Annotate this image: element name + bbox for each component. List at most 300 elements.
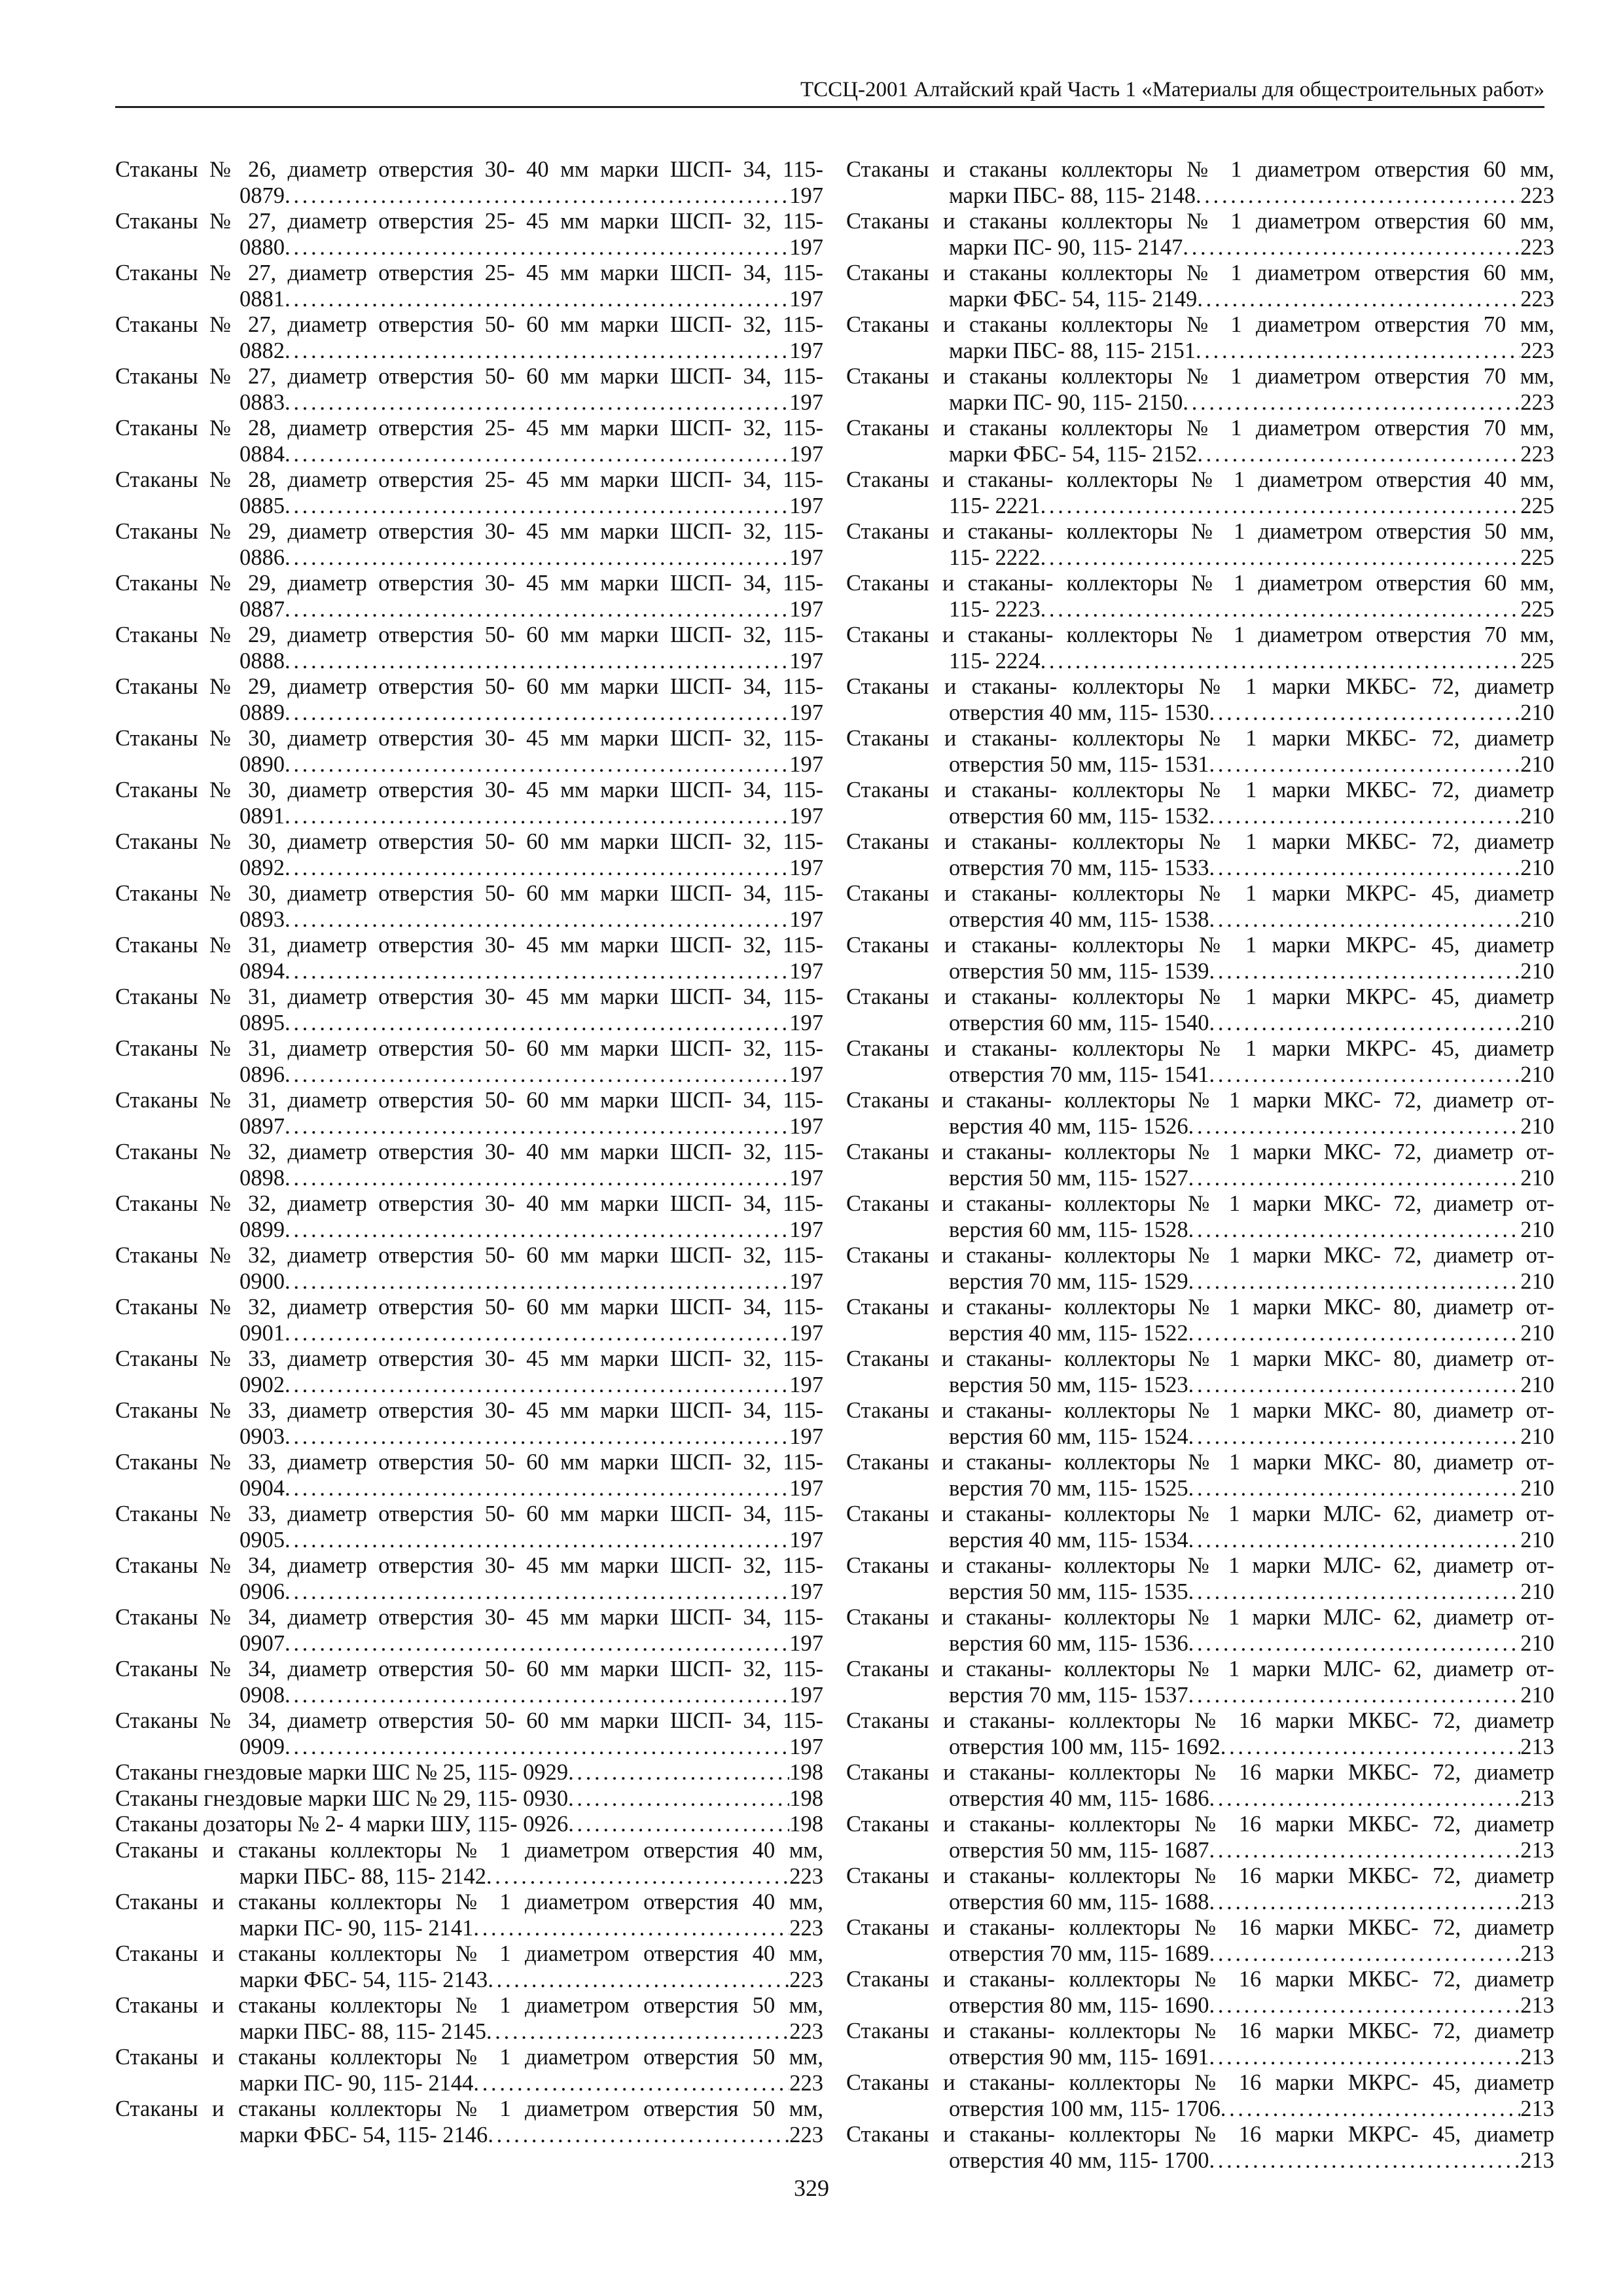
entry-first-line: Стаканы и стаканы- коллекторы № 1 диаметром отверстия 60 мм, [846, 571, 1554, 596]
index-entry [115, 1941, 823, 1993]
entry-first-line: Стаканы и стаканы коллекторы № 1 диаметром отверстия 70 мм, [846, 416, 1554, 440]
entry-page-ref: 223 [789, 1863, 823, 1889]
entry-first-line: Стаканы № 27, диаметр отверстия 50- 60 мм марки ШСП- 32, 115- [115, 312, 823, 337]
dot-leader [1188, 1372, 1521, 1398]
entry-second-line: верстия 50 мм, 115- 1527 [949, 1166, 1188, 1191]
dot-leader [1209, 1837, 1521, 1863]
entry-page-ref: 225 [1520, 597, 1554, 622]
entry-first-line: Стаканы и стаканы- коллекторы № 1 марки МКС- 72, диаметр от- [846, 1139, 1554, 1164]
dot-leader [285, 234, 789, 260]
dot-leader [1196, 338, 1520, 364]
index-entry [115, 2045, 823, 2096]
entry-first-line: Стаканы и стаканы коллекторы № 1 диаметром отверстия 50 мм, [115, 2096, 823, 2121]
dot-leader [285, 1113, 789, 1139]
running-header: ТССЦ-2001 Алтайский край Часть 1 «Материалы для общестроительных работ» [115, 73, 1544, 108]
index-entry [846, 519, 1554, 571]
index-entry [115, 1295, 823, 1346]
entry-second-line: верстия 40 мм, 115- 1534 [949, 1528, 1188, 1552]
entry-first-line: Стаканы № 34, диаметр отверстия 30- 45 мм марки ШСП- 34, 115- [115, 1605, 823, 1630]
entry-second-line: 115- 2224 [949, 649, 1041, 673]
index-entry [846, 416, 1554, 467]
entry-first-line: Стаканы и стаканы- коллекторы № 1 марки МКРС- 45, диаметр [846, 881, 1554, 906]
dot-leader [1188, 1630, 1521, 1657]
dot-leader [1041, 545, 1521, 571]
index-column-right [846, 157, 1554, 2174]
dot-leader [1188, 1113, 1521, 1139]
index-entry [846, 1088, 1554, 1139]
entry-first-line: Стаканы № 27, диаметр отверстия 25- 45 мм марки ШСП- 32, 115- [115, 209, 823, 234]
index-entry [115, 2096, 823, 2148]
entry-second-line: марки ПБС- 88, 115- 2145 [240, 2018, 486, 2044]
entry-second-line: 0903 [240, 1424, 285, 1449]
entry-first-line: Стаканы № 27, диаметр отверстия 25- 45 мм марки ШСП- 34, 115- [115, 260, 823, 285]
index-entry [115, 1501, 823, 1553]
entry-first-line: Стаканы № 32, диаметр отверстия 30- 40 мм марки ШСП- 34, 115- [115, 1191, 823, 1216]
entry-page-ref: 210 [1520, 1217, 1554, 1242]
entry-page-ref: 198 [789, 1760, 823, 1785]
index-entry [846, 1036, 1554, 1088]
index-entry [115, 881, 823, 933]
dot-leader [285, 183, 789, 209]
entry-first-line: Стаканы № 30, диаметр отверстия 50- 60 мм марки ШСП- 32, 115- [115, 829, 823, 854]
entry-page-ref: 197 [789, 235, 823, 260]
entry-second-line: 0893 [240, 907, 285, 932]
dot-leader [285, 1734, 789, 1760]
entry-page-ref: 223 [789, 1915, 823, 1941]
dot-leader [1183, 389, 1520, 416]
index-entry [115, 1786, 823, 1812]
entry-first-line: Стаканы и стаканы- коллекторы № 1 марки МЛС- 62, диаметр от- [846, 1553, 1554, 1578]
entry-page-ref: 197 [789, 338, 823, 363]
entry-page-ref: 197 [789, 1734, 823, 1759]
dot-leader [1041, 493, 1521, 519]
entry-second-line: марки ПС- 90, 115- 2144 [240, 2070, 474, 2096]
entry-first-line: Стаканы и стаканы- коллекторы № 1 марки МКС- 80, диаметр от- [846, 1450, 1554, 1475]
index-entry [846, 1915, 1554, 1967]
entry-page-ref: 223 [1520, 338, 1554, 363]
entry-page-ref: 210 [1520, 1011, 1554, 1035]
entry-first-line: Стаканы и стаканы коллекторы № 1 диаметром отверстия 40 мм, [115, 1941, 823, 1966]
index-entry [846, 1863, 1554, 1915]
index-entry [115, 1088, 823, 1139]
entry-page-ref: 197 [789, 442, 823, 467]
entry-second-line: верстия 70 мм, 115- 1537 [949, 1683, 1188, 1708]
entry-second-line: марки ПБС- 88, 115- 2151 [949, 338, 1196, 363]
entry-second-line: верстия 60 мм, 115- 1528 [949, 1217, 1188, 1242]
entry-second-line: отверстия 40 мм, 115- 1700 [949, 2148, 1209, 2173]
dot-leader [1209, 751, 1521, 778]
entry-page-ref: 210 [1520, 752, 1554, 777]
dot-leader [1209, 1062, 1521, 1088]
entry-page-ref: 197 [789, 1011, 823, 1035]
entry-page-ref: 197 [789, 1579, 823, 1604]
dot-leader [568, 1812, 789, 1838]
entry-second-line: 0888 [240, 649, 285, 673]
dot-leader [285, 286, 789, 312]
entry-page-ref: 210 [1520, 1683, 1554, 1708]
dot-leader [1188, 1475, 1521, 1501]
entry-page-ref: 197 [789, 700, 823, 725]
entry-second-line: 0895 [240, 1011, 285, 1035]
entry-second-line: марки ПС- 90, 115- 2147 [949, 235, 1183, 260]
dot-leader [285, 338, 789, 364]
entry-first-line: Стаканы и стаканы- коллекторы № 1 марки МКС- 80, диаметр от- [846, 1295, 1554, 1319]
index-entry [115, 1398, 823, 1450]
entry-second-line: марки ПБС- 88, 115- 2142 [240, 1863, 486, 1889]
entry-second-line: 0885 [240, 493, 285, 518]
entry-first-line: Стаканы и стаканы- коллекторы № 16 марки МКРС- 45, диаметр [846, 2070, 1554, 2095]
dot-leader [568, 1786, 789, 1812]
index-entry [115, 1450, 823, 1501]
entry-first-line: Стаканы и стаканы коллекторы № 1 диаметром отверстия 70 мм, [846, 364, 1554, 389]
dot-leader [1197, 286, 1520, 312]
entry-page-ref: 223 [789, 2122, 823, 2147]
entry-second-line: 0900 [240, 1269, 285, 1294]
entry-page-ref: 223 [789, 2070, 823, 2096]
entry-page-ref: 210 [1520, 1372, 1554, 1397]
dot-leader [1209, 1992, 1521, 2018]
entry-page-ref: 197 [789, 183, 823, 208]
entry-first-line: Стаканы и стаканы- коллекторы № 16 марки МКБС- 72, диаметр [846, 1967, 1554, 1992]
entry-first-line: Стаканы № 29, диаметр отверстия 30- 45 мм марки ШСП- 32, 115- [115, 519, 823, 544]
dot-leader [285, 803, 789, 829]
entry-second-line: верстия 50 мм, 115- 1523 [949, 1372, 1188, 1397]
index-entry [846, 829, 1554, 881]
entry-first-line: Стаканы № 30, диаметр отверстия 30- 45 мм марки ШСП- 32, 115- [115, 726, 823, 751]
entry-first-line: Стаканы № 26, диаметр отверстия 30- 40 мм марки ШСП- 34, 115- [115, 157, 823, 182]
dot-leader [285, 545, 789, 571]
entry-page-ref: 210 [1520, 959, 1554, 984]
index-entry [846, 1295, 1554, 1346]
index-entry [846, 1708, 1554, 1760]
entry-first-line: Стаканы и стаканы коллекторы № 1 диаметром отверстия 60 мм, [846, 157, 1554, 182]
index-entry [846, 1191, 1554, 1243]
index-entry [846, 1346, 1554, 1398]
dot-leader [285, 1579, 789, 1605]
dot-leader [1197, 441, 1520, 467]
entry-second-line: 0909 [240, 1734, 285, 1759]
entry-second-line: 0901 [240, 1321, 285, 1346]
entry-first-line: Стаканы и стаканы коллекторы № 1 диаметром отверстия 50 мм, [115, 2044, 823, 2070]
dot-leader [488, 1967, 789, 1993]
index-entry [846, 1139, 1554, 1191]
entry-first-line: Стаканы и стаканы коллекторы № 1 диаметром отверстия 70 мм, [846, 312, 1554, 337]
entry-second-line: верстия 60 мм, 115- 1524 [949, 1424, 1188, 1449]
dot-leader [1209, 700, 1521, 726]
entry-second-line: отверстия 70 мм, 115- 1689 [949, 1941, 1209, 1966]
entry-page-ref: 197 [789, 752, 823, 777]
dot-leader [285, 1268, 789, 1295]
entry-page-ref: 210 [1520, 855, 1554, 880]
entry-second-line: 0879 [240, 183, 285, 208]
entry-first-line: Стаканы № 31, диаметр отверстия 30- 45 мм марки ШСП- 34, 115- [115, 984, 823, 1009]
entry-page-ref: 197 [789, 1424, 823, 1449]
index-entry [115, 1708, 823, 1760]
index-entry [115, 1605, 823, 1657]
entry-first-line: Стаканы № 34, диаметр отверстия 50- 60 мм марки ШСП- 34, 115- [115, 1708, 823, 1733]
index-entry [115, 1657, 823, 1708]
entry-second-line: 0907 [240, 1631, 285, 1656]
dot-leader [568, 1760, 789, 1786]
entry-second-line: 0902 [240, 1372, 285, 1397]
entry-second-line: марки ПБС- 88, 115- 2148 [949, 183, 1196, 208]
entry-page-ref: 197 [789, 390, 823, 415]
entry-second-line: отверстия 100 мм, 115- 1706 [949, 2096, 1221, 2121]
entry-second-line: 0894 [240, 959, 285, 984]
entry-first-line: Стаканы № 30, диаметр отверстия 50- 60 мм марки ШСП- 34, 115- [115, 881, 823, 906]
index-entry [846, 1553, 1554, 1605]
entry-page-ref: 210 [1520, 1631, 1554, 1656]
entry-page-ref: 197 [789, 597, 823, 622]
entry-page-ref: 213 [1520, 1941, 1554, 1966]
entry-page-ref: 210 [1520, 1269, 1554, 1294]
entry-first-line: Стаканы и стаканы- коллекторы № 16 марки МКБС- 72, диаметр [846, 1863, 1554, 1888]
entry-second-line: верстия 70 мм, 115- 1525 [949, 1476, 1188, 1501]
entry-second-line: 0899 [240, 1217, 285, 1242]
entry-page-ref: 197 [789, 287, 823, 312]
entry-page-ref: 213 [1520, 2148, 1554, 2173]
index-entry [115, 157, 823, 209]
index-entry [115, 1346, 823, 1398]
dot-leader [1041, 596, 1521, 622]
entry-second-line: отверстия 50 мм, 115- 1687 [949, 1838, 1209, 1863]
dot-leader [285, 1682, 789, 1708]
index-entry [115, 933, 823, 984]
dot-leader [486, 2018, 789, 2045]
entry-page-ref: 197 [789, 1683, 823, 1708]
entry-first-line: Стаканы и стаканы- коллекторы № 16 марки МКБС- 72, диаметр [846, 2018, 1554, 2043]
entry-first-line: Стаканы и стаканы коллекторы № 1 диаметром отверстия 60 мм, [846, 260, 1554, 285]
entry-second-line: 0891 [240, 804, 285, 829]
entry-first-line: Стаканы и стаканы- коллекторы № 1 марки МКБС- 72, диаметр [846, 674, 1554, 699]
index-entry [846, 933, 1554, 984]
entry-second-line: 0882 [240, 338, 285, 363]
dot-leader [285, 700, 789, 726]
index-entry [846, 260, 1554, 312]
entry-text: Стаканы гнездовые марки ШС № 25, 115- 0929 [115, 1760, 569, 1785]
entry-first-line: Стаканы и стаканы- коллекторы № 1 марки МЛС- 62, диаметр от- [846, 1605, 1554, 1630]
entry-page-ref: 223 [1520, 287, 1554, 312]
entry-first-line: Стаканы и стаканы коллекторы № 1 диаметром отверстия 40 мм, [115, 1837, 823, 1863]
entry-page-ref: 210 [1520, 1476, 1554, 1501]
dot-leader [285, 906, 789, 933]
entry-first-line: Стаканы № 29, диаметр отверстия 30- 45 мм марки ШСП- 34, 115- [115, 571, 823, 596]
entry-first-line: Стаканы и стаканы- коллекторы № 1 марки МКБС- 72, диаметр [846, 726, 1554, 751]
index-entry [115, 416, 823, 467]
dot-leader [285, 1010, 789, 1036]
dot-leader [1188, 1268, 1521, 1295]
entry-second-line: 0904 [240, 1476, 285, 1501]
entry-second-line: верстия 40 мм, 115- 1526 [949, 1114, 1188, 1139]
dot-leader [285, 441, 789, 467]
index-entry [846, 622, 1554, 674]
entry-first-line: Стаканы № 28, диаметр отверстия 25- 45 мм марки ШСП- 32, 115- [115, 416, 823, 440]
entry-second-line: верстия 50 мм, 115- 1535 [949, 1579, 1188, 1604]
entry-first-line: Стаканы и стаканы- коллекторы № 1 диаметром отверстия 50 мм, [846, 519, 1554, 544]
entry-page-ref: 210 [1520, 804, 1554, 829]
entry-page-ref: 223 [789, 2018, 823, 2044]
index-entry [115, 1812, 823, 1838]
dot-leader [1209, 958, 1521, 984]
entry-page-ref: 197 [789, 1476, 823, 1501]
dot-leader [285, 958, 789, 984]
dot-leader [1209, 1010, 1521, 1036]
index-entry [846, 1501, 1554, 1553]
entry-first-line: Стаканы № 33, диаметр отверстия 50- 60 мм марки ШСП- 34, 115- [115, 1501, 823, 1526]
entry-page-ref: 198 [789, 1812, 823, 1837]
entry-second-line: 0887 [240, 597, 285, 622]
index-entry [846, 1812, 1554, 1863]
entry-first-line: Стаканы и стаканы коллекторы № 1 диаметром отверстия 50 мм, [115, 1992, 823, 2018]
entry-first-line: Стаканы и стаканы- коллекторы № 1 марки МКС- 80, диаметр от- [846, 1398, 1554, 1423]
dot-leader [285, 1475, 789, 1501]
entry-first-line: Стаканы и стаканы- коллекторы № 1 марки МКРС- 45, диаметр [846, 933, 1554, 958]
index-entry [115, 674, 823, 726]
entry-page-ref: 197 [789, 907, 823, 932]
index-entry [846, 1967, 1554, 2018]
dot-leader [285, 493, 789, 519]
index-entry [846, 364, 1554, 416]
entry-page-ref: 210 [1520, 1424, 1554, 1449]
dot-leader [486, 1863, 789, 1890]
index-entry [115, 571, 823, 622]
dot-leader [1209, 1889, 1521, 1915]
dot-leader [1209, 855, 1521, 881]
dot-leader [1209, 1785, 1521, 1812]
index-entry [115, 1890, 823, 1941]
dot-leader [285, 648, 789, 674]
entry-second-line: марки ФБС- 54, 115- 2152 [949, 442, 1198, 467]
entry-first-line: Стаканы и стаканы- коллекторы № 16 марки МКБС- 72, диаметр [846, 1760, 1554, 1785]
dot-leader [285, 855, 789, 881]
entry-first-line: Стаканы № 33, диаметр отверстия 30- 45 мм марки ШСП- 34, 115- [115, 1398, 823, 1423]
entry-first-line: Стаканы № 32, диаметр отверстия 30- 40 мм марки ШСП- 32, 115- [115, 1139, 823, 1164]
entry-first-line: Стаканы № 32, диаметр отверстия 50- 60 мм марки ШСП- 34, 115- [115, 1295, 823, 1319]
index-entry [846, 571, 1554, 622]
index-entry [115, 1036, 823, 1088]
entry-page-ref: 223 [1520, 183, 1554, 208]
entry-first-line: Стаканы № 31, диаметр отверстия 50- 60 мм марки ШСП- 32, 115- [115, 1036, 823, 1061]
index-entry [115, 519, 823, 571]
entry-page-ref: 210 [1520, 1114, 1554, 1139]
entry-second-line: отверстия 40 мм, 115- 1530 [949, 700, 1209, 725]
dot-leader [285, 1372, 789, 1398]
entry-page-ref: 197 [789, 959, 823, 984]
index-entry [115, 622, 823, 674]
entry-second-line: 0886 [240, 545, 285, 570]
entry-second-line: марки ФБС- 54, 115- 2149 [949, 287, 1198, 312]
entry-first-line: Стаканы и стаканы- коллекторы № 16 марки МКБС- 72, диаметр [846, 1812, 1554, 1837]
index-entry [115, 1553, 823, 1605]
entry-second-line: 0889 [240, 700, 285, 725]
entry-page-ref: 223 [1520, 235, 1554, 260]
entry-second-line: верстия 40 мм, 115- 1522 [949, 1321, 1188, 1346]
dot-leader [1188, 1165, 1521, 1191]
index-entry [115, 726, 823, 778]
dot-leader [1209, 906, 1521, 933]
entry-page-ref: 197 [789, 804, 823, 829]
dot-leader [1209, 2147, 1521, 2174]
entry-second-line: отверстия 100 мм, 115- 1692 [949, 1734, 1221, 1759]
index-entry [846, 726, 1554, 778]
entry-page-ref: 225 [1520, 493, 1554, 518]
dot-leader [285, 596, 789, 622]
dot-leader [1183, 234, 1520, 260]
index-entry [115, 209, 823, 260]
entry-first-line: Стаканы № 28, диаметр отверстия 25- 45 мм марки ШСП- 34, 115- [115, 467, 823, 492]
index-entry [846, 209, 1554, 260]
entry-second-line: отверстия 60 мм, 115- 1532 [949, 804, 1209, 829]
index-entry [846, 2122, 1554, 2174]
entry-second-line: отверстия 50 мм, 115- 1539 [949, 959, 1209, 984]
entry-page-ref: 197 [789, 545, 823, 570]
entry-second-line: 115- 2223 [949, 597, 1041, 622]
entry-second-line: 0906 [240, 1579, 285, 1604]
index-entry [846, 467, 1554, 519]
index-entry [115, 1993, 823, 2045]
entry-first-line: Стаканы № 30, диаметр отверстия 30- 45 мм марки ШСП- 34, 115- [115, 778, 823, 802]
index-entry [846, 1657, 1554, 1708]
dot-leader [1188, 1320, 1521, 1346]
dot-leader [1196, 183, 1520, 209]
entry-second-line: 0905 [240, 1528, 285, 1552]
entry-page-ref: 197 [789, 855, 823, 880]
index-entry [115, 1838, 823, 1890]
entry-second-line: отверстия 60 мм, 115- 1540 [949, 1011, 1209, 1035]
entry-page-ref: 213 [1520, 2045, 1554, 2070]
dot-leader [285, 1630, 789, 1657]
entry-first-line: Стаканы и стаканы коллекторы № 1 диаметром отверстия 40 мм, [115, 1889, 823, 1914]
entry-first-line: Стаканы № 29, диаметр отверстия 50- 60 мм марки ШСП- 32, 115- [115, 622, 823, 647]
entry-page-ref: 225 [1520, 545, 1554, 570]
index-entry [846, 312, 1554, 364]
dot-leader [285, 751, 789, 778]
entry-page-ref: 197 [789, 1269, 823, 1294]
entry-first-line: Стаканы № 33, диаметр отверстия 50- 60 мм марки ШСП- 32, 115- [115, 1450, 823, 1475]
entry-second-line: 0892 [240, 855, 285, 880]
entry-second-line: верстия 70 мм, 115- 1529 [949, 1269, 1188, 1294]
entry-first-line: Стаканы № 33, диаметр отверстия 30- 45 мм марки ШСП- 32, 115- [115, 1346, 823, 1371]
index-entry [846, 1398, 1554, 1450]
entry-second-line: отверстия 70 мм, 115- 1533 [949, 855, 1209, 880]
entry-first-line: Стаканы № 31, диаметр отверстия 50- 60 мм марки ШСП- 34, 115- [115, 1088, 823, 1113]
entry-page-ref: 223 [1520, 442, 1554, 467]
dot-leader [488, 2122, 789, 2148]
entry-second-line: 0884 [240, 442, 285, 467]
index-entry [846, 1450, 1554, 1501]
dot-leader [285, 1527, 789, 1553]
dot-leader [1188, 1579, 1521, 1605]
dot-leader [1188, 1424, 1521, 1450]
entry-first-line: Стаканы и стаканы- коллекторы № 1 марки МКС- 72, диаметр от- [846, 1243, 1554, 1268]
entry-first-line: Стаканы № 31, диаметр отверстия 30- 45 мм марки ШСП- 32, 115- [115, 933, 823, 958]
dot-leader [285, 1424, 789, 1450]
index-entry [846, 778, 1554, 829]
dot-leader [1188, 1527, 1521, 1553]
entry-first-line: Стаканы и стаканы- коллекторы № 16 марки МКБС- 72, диаметр [846, 1708, 1554, 1733]
entry-page-ref: 197 [789, 1217, 823, 1242]
entry-page-ref: 197 [789, 1372, 823, 1397]
index-column-left [115, 157, 823, 2148]
index-entry [846, 2018, 1554, 2070]
entry-first-line: Стаканы № 32, диаметр отверстия 50- 60 мм марки ШСП- 32, 115- [115, 1243, 823, 1268]
index-entry [115, 312, 823, 364]
entry-page-ref: 197 [789, 1631, 823, 1656]
entry-page-ref: 210 [1520, 907, 1554, 932]
index-entry [115, 778, 823, 829]
entry-page-ref: 210 [1520, 700, 1554, 725]
entry-first-line: Стаканы и стаканы- коллекторы № 1 марки МКРС- 45, диаметр [846, 984, 1554, 1009]
